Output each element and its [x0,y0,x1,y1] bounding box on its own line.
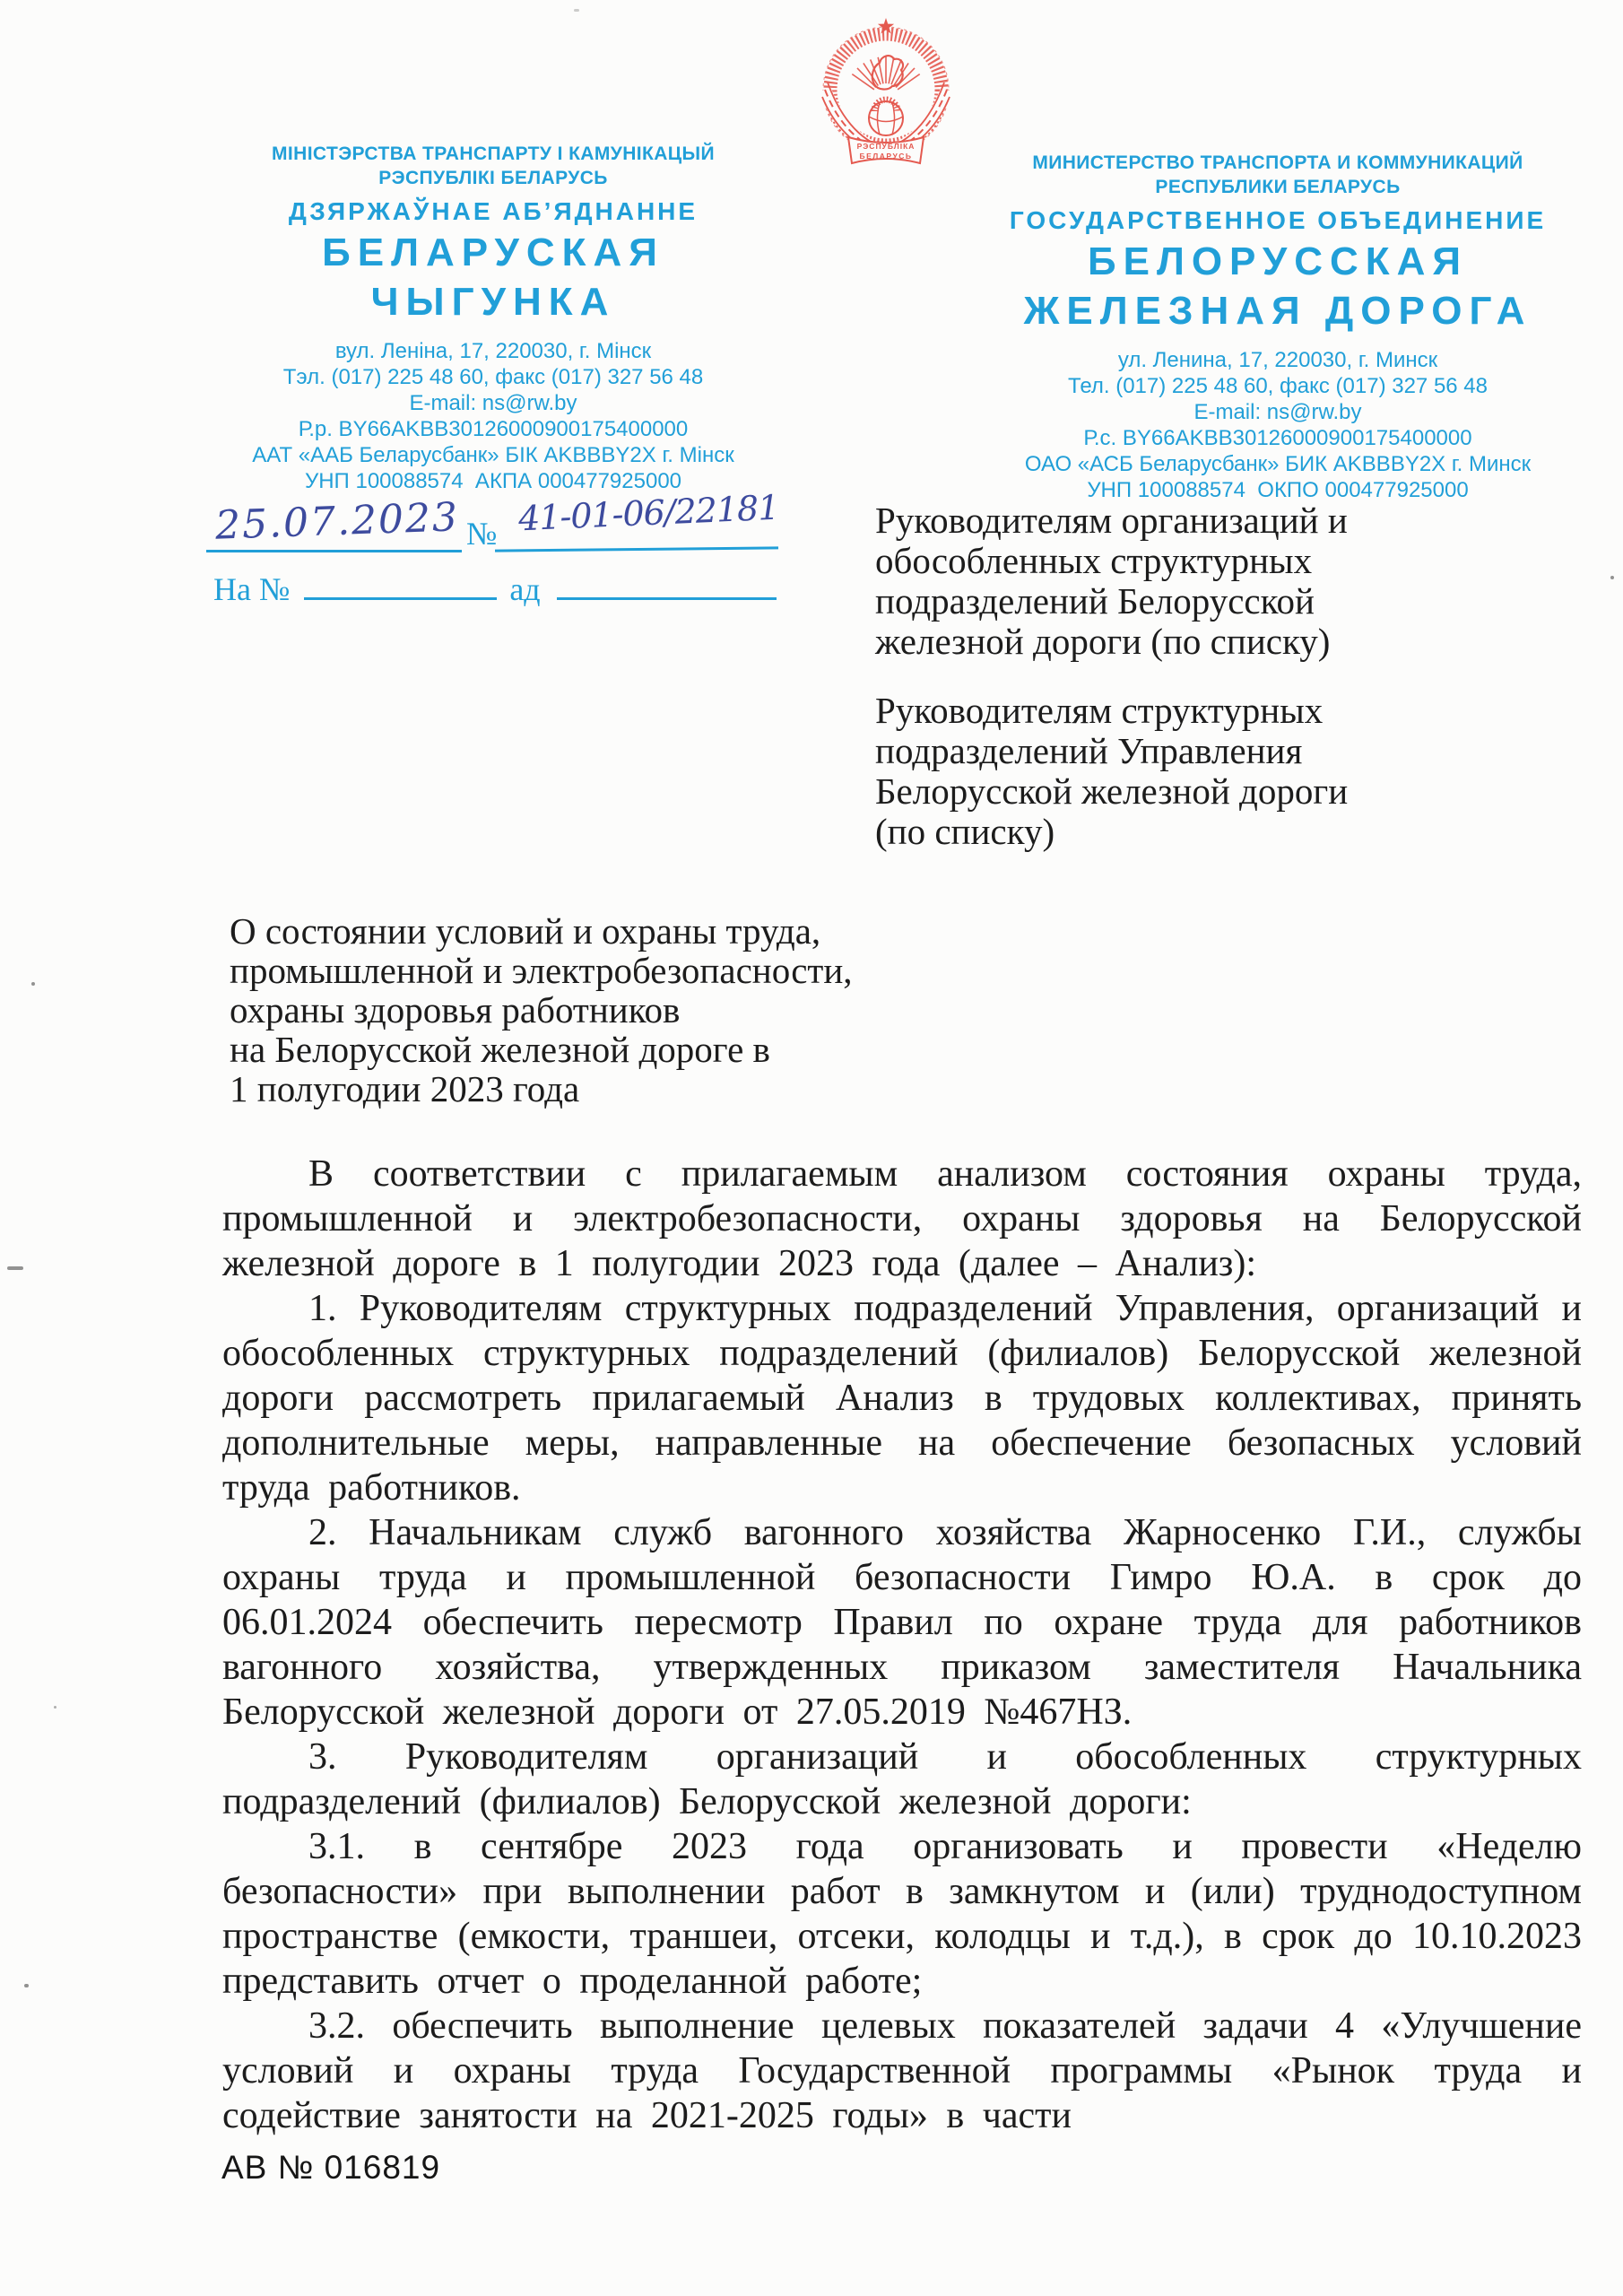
reply-number-blank [304,570,497,600]
date-underline [206,550,462,552]
scan-speck [54,1706,56,1709]
letter-subject [230,911,965,1109]
form-number: АВ № 016819 [221,2149,441,2186]
address-account-by: Р.р. BY66AKBB30126000900175400000 [298,417,689,441]
state-emblem-belarus [819,11,953,169]
address-bank-ru: ОАО «АСБ Беларусбанк» БИК AKBBBY2X г. Минск [1024,452,1532,476]
emblem-banner-text-2: БЕЛАРУСЬ [859,152,913,161]
address-street-by: вул. Леніна, 17, 220030, г. Мінск [334,339,652,363]
recipient-line: обособленных структурных [875,540,1313,581]
scan-speck [31,982,35,986]
reply-connector: ад [509,571,541,607]
association-name-by: ДЗЯРЖАЎНАЕ АБ’ЯДНАННЕ [288,197,699,225]
org-name-by-2: ЧЫГУНКА [370,280,616,324]
letter-body [222,1152,1582,2138]
scan-speck [7,1266,23,1270]
number-underline [495,546,778,552]
body-paragraph-item-3-1: 3.1. в сентябре 2023 года организовать и провести «Неделю безопасности» при выполнении работ в замкнутом и (или) труднодоступном пространстве (емкости, траншеи, отсеки, колодцы и т.д.), в срок до 10.10.2023 представить отчет о проделанной работе; [222,1826,1582,2002]
address-bank-by: ААТ «ААБ Беларусбанк» БІК AKBBBY2X г. Мінск [252,443,734,467]
address-street-ru: ул. Ленина, 17, 220030, г. Минск [1117,348,1438,372]
body-paragraph-item-3: 3. Руководителям организаций и обособленных структурных подразделений (филиалов) Белорусской железной дороги: [222,1736,1582,1822]
recipient-line: железной дороги (по списку) [875,621,1331,662]
letterhead-belarusian [206,142,780,494]
address-phone-by: Тэл. (017) 225 48 60, факс (017) 327 56 48 [282,365,704,389]
recipients-group-1 [875,500,1449,662]
recipient-line: подразделений Белорусской [875,580,1315,622]
number-sign: № [466,516,498,552]
recipient-line: Руководителям организаций и [875,500,1348,541]
body-paragraph-item-1: 1. Руководителям структурных подразделений Управления, организаций и обособленных структурных подразделений (филиалов) Белорусской железной дороги рассмотреть прилагаемый Анализ в трудовых коллективах, принять дополнительные меры, направленные на обеспечение безопасных условий труда работников. [222,1288,1582,1509]
address-unp-ru: УНП 100088574 ОКПО 000477925000 [1087,478,1469,502]
state-emblem-graphic [819,11,953,169]
handwritten-outgoing-number: 41-01-06/22181 [517,487,780,539]
scan-speck [24,1984,29,1987]
address-email-by: E-mail: ns@rw.by [409,391,577,415]
body-paragraph-item-3-2: 3.2. обеспечить выполнение целевых показателей задачи 4 «Улучшение условий и охраны труда Государственной программы «Рынок труда и содействие занятости на 2021-2025 годы» в части [222,2005,1582,2136]
scan-speck [574,9,579,12]
address-unp-by: УНП 100088574 АКПА 000477925000 [304,469,682,493]
subject-line: промышленной и электробезопасности, [230,950,853,991]
ministry-name-ru-2: РЕСПУБЛИКИ БЕЛАРУСЬ [1155,177,1401,197]
body-paragraph-item-2: 2. Начальникам служб вагонного хозяйства Жарносенко Г.И., службы охраны труда и промышленной безопасности Гимро Ю.А. в срок до 06.01.2024 обеспечить пересмотр Правил по охране труда для работников вагонного хозяйства, утвержденных приказом заместителя Начальника Белорусской железной дороги от 27.05.2019 №467НЗ. [222,1512,1582,1733]
emblem-banner-text-1: РЭСПУБЛІКА [856,142,916,151]
org-name-ru-1: БЕЛОРУССКАЯ [1087,239,1468,283]
org-name-by-1: БЕЛАРУСКАЯ [322,230,664,274]
reply-label: На № [213,571,291,607]
subject-line: охраны здоровья работников [230,989,681,1031]
ministry-name-ru-1: МИНИСТЕРСТВО ТРАНСПОРТА И КОММУНИКАЦИЙ [1032,152,1523,173]
recipient-line: (по списку) [875,811,1055,852]
address-email-ru: E-mail: ns@rw.by [1193,400,1362,424]
reply-reference-row [213,570,777,608]
association-name-ru: ГОСУДАРСТВЕННОЕ ОБЪЕДИНЕНИЕ [1009,206,1547,234]
org-address-by [206,338,780,494]
letterhead-russian [991,151,1565,503]
recipients-group-2 [875,691,1449,852]
address-phone-ru: Тел. (017) 225 48 60, факс (017) 327 56 48 [1068,374,1488,398]
recipient-line: Белорусской железной дороги [875,770,1349,812]
address-account-ru: Р.с. BY66AKBB30126000900175400000 [1083,426,1472,450]
ministry-name-by-2: РЭСПУБЛІКІ БЕЛАРУСЬ [378,168,608,188]
reply-date-blank [557,570,777,600]
org-name-ru-2: ЖЕЛЕЗНАЯ ДОРОГА [1023,289,1532,333]
ministry-name-by-1: МІНІСТЭРСТВА ТРАНСПАРТУ І КАМУНІКАЦЫЙ [272,144,715,164]
subject-line: на Белорусской железной дороге в [230,1029,770,1070]
recipient-line: подразделений Управления [875,730,1303,771]
subject-line: 1 полугодии 2023 года [230,1068,580,1109]
scan-speck [1610,576,1614,579]
org-address-ru [991,347,1565,503]
recipients-block [875,500,1449,852]
body-paragraph-intro: В соответствии с прилагаемым анализом состояния охраны труда, промышленной и электробезопасности, охраны здоровья на Белорусской железной дороге в 1 полугодии 2023 года (далее – Анализ): [222,1153,1582,1284]
recipient-line: Руководителям структурных [875,690,1324,731]
subject-line: О состоянии условий и охраны труда, [230,910,821,952]
handwritten-date: 25.07.2023 [214,494,460,549]
